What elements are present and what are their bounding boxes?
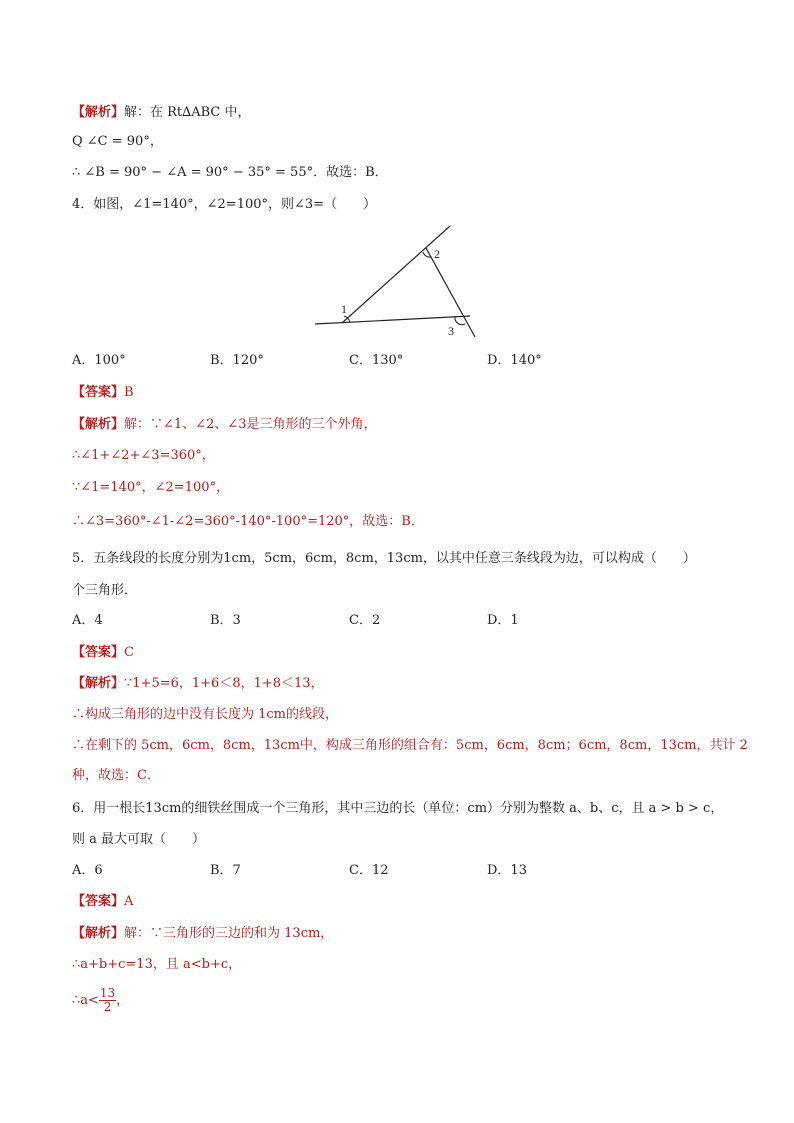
q6-option-d: D．13	[487, 863, 527, 878]
analysis-tag: 【解析】	[72, 926, 125, 941]
q4-base-line	[315, 316, 470, 324]
q6-stem-line1: 6．用一根长13cm的细铁丝围成一个三角形，其中三边的长（单位：cm）分别为整数 a、b、c，且 a > b > c，	[72, 801, 724, 816]
q4-left-side	[342, 226, 450, 323]
q6-answer	[72, 893, 133, 911]
q4-option-c: C．130°	[349, 353, 404, 368]
q5-stem-line2: 个三角形．	[72, 583, 138, 598]
q3-analysis-line3: ∴ ∠B = 90° − ∠A = 90° − 35° = 55°．故选：B．	[72, 165, 388, 180]
q4-label-3: 3	[448, 324, 454, 338]
answer-tag: 【答案】	[72, 894, 125, 909]
q5-analysis-line2: ∴构成三角形的边中没有长度为 1cm的线段，	[72, 707, 339, 722]
q6-fraction-denominator: 2	[103, 1000, 112, 1014]
q5-analysis-line1	[72, 675, 324, 693]
answer-tag: 【答案】	[72, 385, 125, 400]
q6-analysis-line1	[72, 925, 333, 943]
q6-analysis-suffix: ，	[116, 993, 130, 1008]
q3-analysis-line2: Q ∠C = 90°，	[72, 134, 163, 149]
q3-analysis-line1	[72, 104, 251, 122]
q4-triangle-figure	[300, 220, 490, 345]
q6-analysis-prefix: ∴a<	[72, 993, 99, 1008]
q4-answer	[72, 384, 134, 402]
analysis-tag: 【解析】	[72, 417, 125, 432]
q6-stem-line2: 则 a 最大可取（ ）	[72, 832, 206, 847]
q3-analysis-text1: 解：在 Rt∆ABC 中，	[124, 105, 251, 120]
q5-option-b: B．3	[210, 613, 241, 628]
q6-answer-value: A	[124, 894, 134, 909]
q4-stem: 4．如图，∠1=140°，∠2=100°，则∠3=（ ）	[72, 197, 377, 212]
q6-option-b: B．7	[210, 863, 241, 878]
q4-label-2: 2	[434, 247, 440, 261]
q5-option-d: D．1	[487, 613, 519, 628]
q4-analysis-line4: ∴∠3=360°-∠1-∠2=360°-140°-100°=120°，故选：B．	[72, 514, 424, 529]
q6-analysis-line3	[72, 987, 129, 1015]
q6-fraction	[99, 987, 116, 1014]
q5-analysis-text1: ∵1+5=6，1+6＜8，1+8＜13，	[124, 676, 324, 691]
q5-analysis-line3: ∴在剩下的 5cm，6cm，8cm，13cm中，构成三角形的组合有：5cm，6cm，8cm；6cm，8cm，13cm，共计 2	[72, 738, 748, 753]
q4-option-a: A．100°	[72, 353, 126, 368]
q5-analysis-line4: 种，故选：C．	[72, 768, 160, 783]
q5-stem-line1: 5．五条线段的长度分别为1cm，5cm，6cm，8cm，13cm，以其中任意三条线段为边，可以构成（ ）	[72, 551, 696, 566]
q5-option-c: C．2	[349, 613, 381, 628]
q4-label-1: 1	[341, 302, 347, 316]
q5-option-a: A．4	[72, 613, 103, 628]
answer-tag: 【答案】	[72, 645, 125, 660]
q4-analysis-line3: ∵∠1=140°，∠2=100°，	[72, 480, 230, 495]
q4-option-b: B．120°	[210, 353, 264, 368]
q6-option-a: A．6	[72, 863, 103, 878]
q4-option-d: D．140°	[487, 353, 542, 368]
analysis-tag: 【解析】	[72, 105, 125, 120]
q5-answer	[72, 644, 134, 662]
q6-option-c: C．12	[349, 863, 389, 878]
q4-angle3-arc	[455, 317, 465, 325]
analysis-tag: 【解析】	[72, 676, 125, 691]
q6-analysis-text1: 解：∵三角形的三边的和为 13cm，	[124, 926, 334, 941]
q4-analysis-text1: 解：∵∠1、∠2、∠3是三角形的三个外角，	[124, 417, 377, 432]
q6-analysis-line2: ∴a+b+c=13，且 a<b+c，	[72, 957, 242, 972]
q4-answer-value: B	[124, 385, 134, 400]
q4-analysis-line1	[72, 416, 377, 434]
q5-answer-value: C	[124, 645, 134, 660]
q6-fraction-numerator: 13	[99, 986, 116, 1000]
q4-analysis-line2: ∴∠1+∠2+∠3=360°，	[72, 448, 215, 463]
